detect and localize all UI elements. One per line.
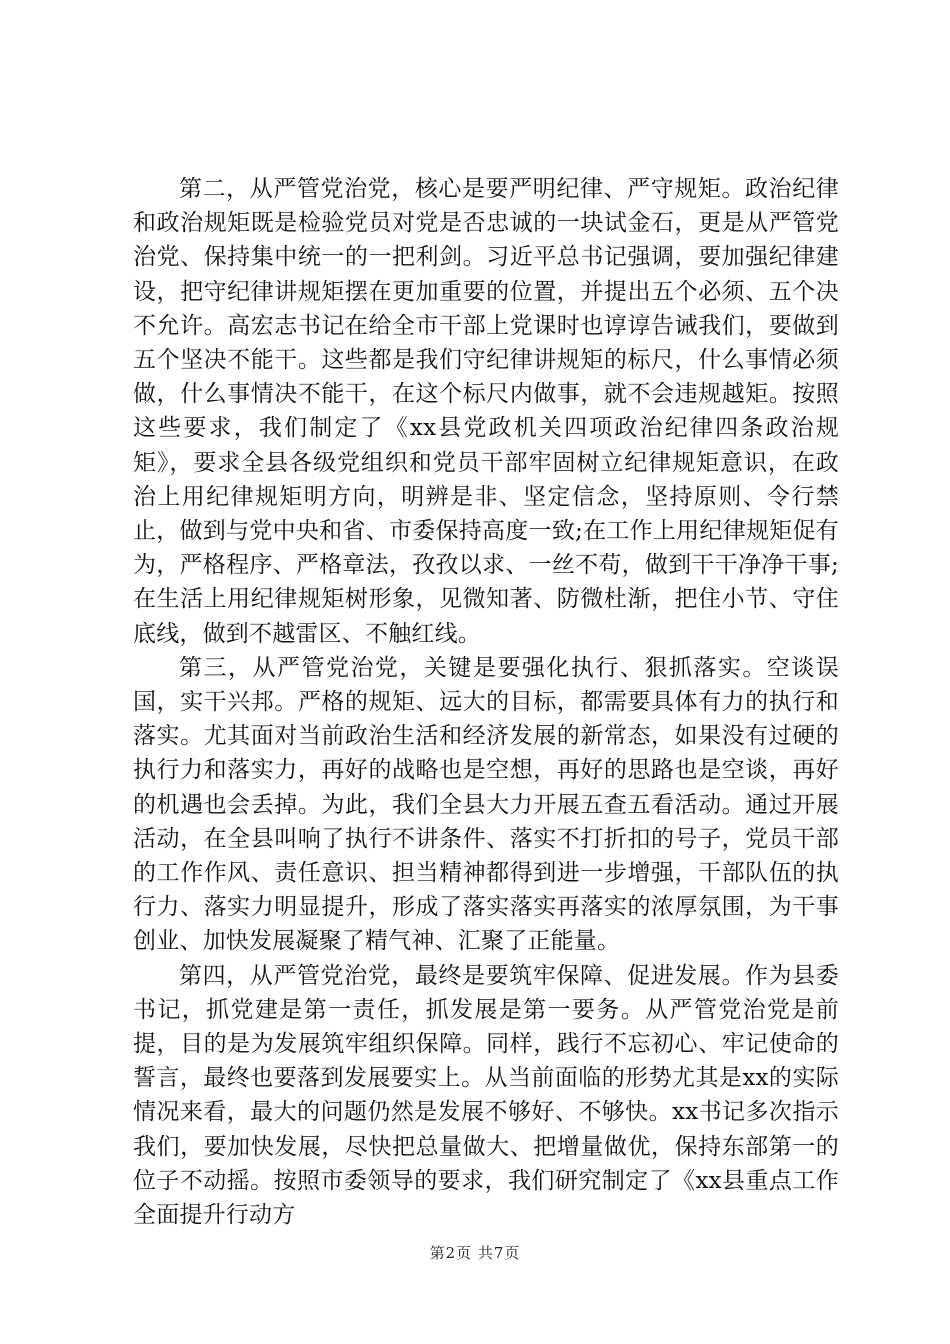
paragraph-implementation: 第三，从严管党治党，关键是要强化执行、狠抓落实。空谈误国，实干兴邦。严格的规矩、远大的目标，都需要具体有力的执行和落实。尤其面对当前政治生活和经济发展的新常态，如果没有过硬的执行力和落实力，再好的战略也是空想，再好的思路也是空谈，再好的机遇也会丢掉。为此，我们全县大力开展五查五看活动。通过开展活动，在全县叫响了执行不讲条件、落实不打折扣的号子，党员干部的工作作风、责任意识、担当精神都得到进一步增强，干部队伍的执行力、落实力明显提升，形成了落实落实再落实的浓厚氛围，为干事创业、加快发展凝聚了精气神、汇聚了正能量。 bbox=[133, 654, 839, 955]
paragraph-development: 第四，从严管党治党，最终是要筑牢保障、促进发展。作为县委书记，抓党建是第一责任，抓发展是第一要务。从严管党治党是前提，目的是为发展筑牢组织保障。同样，践行不忘初心、牢记使命的誓言，最终也要落到发展要实上。从当前面临的形势尤其是xx的实际情况来看，最大的问题仍然是发展不够好、不够快。xx书记多次指示我们，要加快发展，尽快把总量做大、把增量做优，保持东部第一的位子不动摇。按照市委领导的要求，我们研究制定了《xx县重点工作全面提升行动方 bbox=[133, 962, 839, 1229]
document-body bbox=[133, 172, 839, 1232]
paragraph-discipline: 第二，从严管党治党，核心是要严明纪律、严守规矩。政治纪律和政治规矩既是检验党员对党是否忠诚的一块试金石，更是从严管党治党、保持集中统一的一把利剑。习近平总书记强调，要加强纪律建设，把守纪律讲规矩摆在更加重要的位置，并提出五个必须、五个决不允许。高宏志书记在给全市干部上党课时也谆谆告诫我们，要做到五个坚决不能干。这些都是我们守纪律讲规矩的标尺，什么事情必须做，什么事情决不能干，在这个标尺内做事，就不会违规越矩。按照这些要求，我们制定了《xx县党政机关四项政治纪律四条政治规矩》，要求全县各级党组织和党员干部牢固树立纪律规矩意识，在政治上用纪律规矩明方向，明辨是非、坚定信念，坚持原则、令行禁止，做到与党中央和省、市委保持高度一致;在工作上用纪律规矩促有为，严格程序、严格章法，孜孜以求、一丝不苟，做到干干净净干事;在生活上用纪律规矩树形象，见微知著、防微杜渐，把住小节、守住底线，做到不越雷区、不触红线。 bbox=[133, 176, 839, 647]
page-number-footer: 第2页 共7页 bbox=[429, 1244, 521, 1262]
